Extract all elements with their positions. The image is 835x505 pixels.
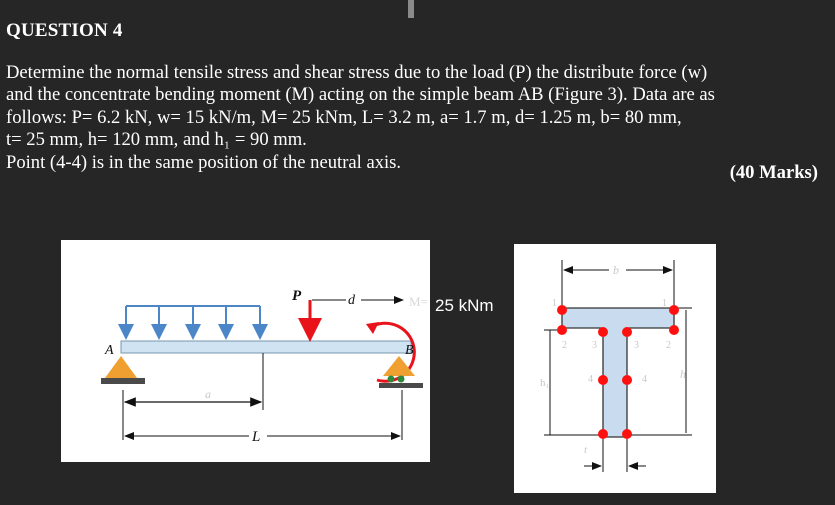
height-label: h xyxy=(680,367,686,381)
question-line-2: and the concentrate bending moment (M) acting on the simple beam AB (Figure 3). Data are as xyxy=(6,84,715,106)
t-section xyxy=(562,308,674,437)
moment-label: 25 kNm xyxy=(435,296,494,315)
h1-label: h₁ xyxy=(540,377,550,389)
question-body xyxy=(6,62,826,174)
point-1-right xyxy=(669,305,679,315)
marks-label: (40 Marks) xyxy=(729,162,818,183)
moment-faint-label: M= xyxy=(409,294,428,309)
point-5-left xyxy=(598,429,608,439)
point-label-3-left: 3 xyxy=(592,340,597,351)
point-1-left xyxy=(557,305,567,315)
distance-label: d xyxy=(348,293,355,308)
dimension-a xyxy=(125,353,263,410)
cross-section-diagram xyxy=(514,244,716,493)
section-figure xyxy=(514,244,716,493)
point-label-3-right: 3 xyxy=(634,340,639,351)
width-label: b xyxy=(613,263,619,277)
dimension-d xyxy=(312,293,403,308)
dimension-b xyxy=(562,260,674,306)
distributed-load xyxy=(126,306,260,336)
top-scrollbar-tick xyxy=(408,0,414,18)
support-left-label: A xyxy=(105,343,114,358)
question-line-5: Point (4-4) is in the same position of the neutral axis. xyxy=(6,151,402,173)
dist-a-label: a xyxy=(205,387,211,401)
point-2-right xyxy=(669,325,679,335)
span-label: L xyxy=(252,429,261,445)
beam xyxy=(121,341,411,353)
point-label-1-left: 1 xyxy=(552,298,557,309)
point-4-right xyxy=(622,375,632,385)
support-right-label: B xyxy=(405,343,414,358)
point-label-2-right: 2 xyxy=(666,340,671,351)
point-label-4-right: 4 xyxy=(642,374,647,385)
point-label-1-right: 1 xyxy=(662,298,667,309)
point-2-left xyxy=(557,325,567,335)
point-label-2-left: 2 xyxy=(562,340,567,351)
question-line-3: follows: P= 6.2 kN, w= 15 kN/m, M= 25 kNm, L= 3.2 m, a= 1.7 m, d= 1.25 m, b= 80 mm, xyxy=(6,106,682,128)
question-line-1: Determine the normal tensile stress and shear stress due to the load (P) the distribute force (w) xyxy=(6,62,708,83)
dimension-t xyxy=(584,439,646,472)
point-5-right xyxy=(622,429,632,439)
point-label-4-left: 4 xyxy=(588,374,593,385)
point-3-right xyxy=(622,327,632,337)
thickness-label: t xyxy=(584,444,588,456)
beam-diagram xyxy=(61,240,430,462)
point-load-p xyxy=(292,288,310,336)
load-label: P xyxy=(292,288,302,304)
beam-figure xyxy=(61,240,430,462)
point-3-left xyxy=(598,327,608,337)
question-title: QUESTION 4 xyxy=(6,20,123,41)
point-4-left xyxy=(598,375,608,385)
question-line-4: t= 25 mm, h= 120 mm, and h₁ = 90 mm. xyxy=(6,129,307,151)
